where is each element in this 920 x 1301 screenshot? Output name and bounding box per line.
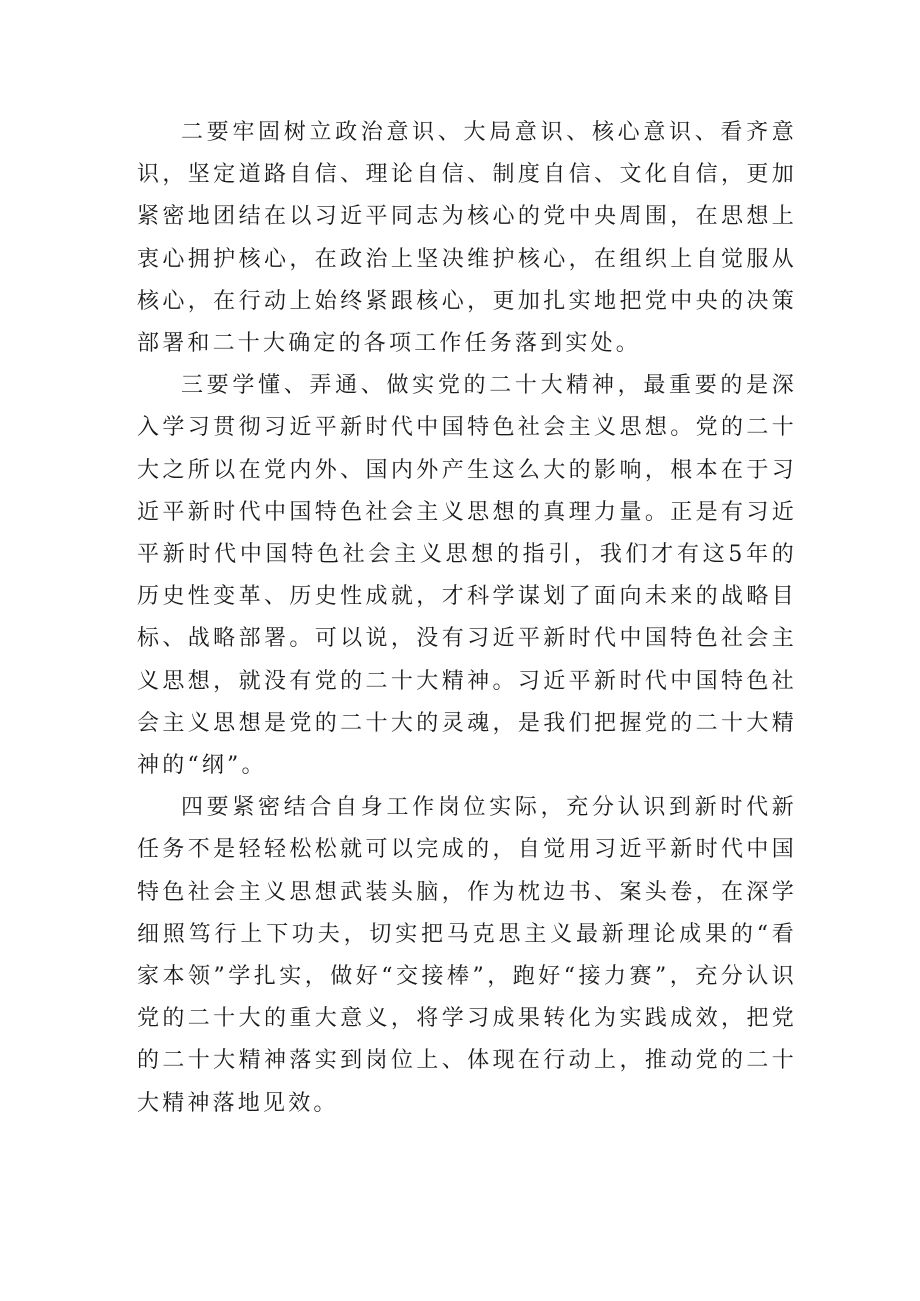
document-body xyxy=(137,112,797,1125)
paragraph-2: 二要牢固树立政治意识、大局意识、核心意识、看齐意识，坚定道路自信、理论自信、制度自信、文化自信，更加紧密地团结在以习近平同志为核心的党中央周围，在思想上衷心拥护核心，在政治上坚决维护核心，在组织上自觉服从核心，在行动上始终紧跟核心，更加扎实地把党中央的决策部署和二十大确定的各项工作任务落到实处。 xyxy=(137,120,797,357)
paragraph-4: 四要紧密结合自身工作岗位实际，充分认识到新时代新任务不是轻轻松松就可以完成的，自觉用习近平新时代中国特色社会主义思想武装头脑，作为枕边书、案头卷，在深学细照笃行上下功夫，切实把马克思主义最新理论成果的“看家本领”学扎实，做好“交接棒”，跑好“接力赛”，充分认识党的二十大的重大意义，将学习成果转化为实践成效，把党的二十大精神落实到岗位上、体现在行动上，推动党的二十大精神落地见效。 xyxy=(137,795,797,1116)
paragraph-3: 三要学懂、弄通、做实党的二十大精神，最重要的是深入学习贯彻习近平新时代中国特色社会主义思想。党的二十大之所以在党内外、国内外产生这么大的影响，根本在于习近平新时代中国特色社会主义思想的真理力量。正是有习近平新时代中国特色社会主义思想的指引，我们才有这5年的历史性变革、历史性成就，才科学谋划了面向未来的战略目标、战略部署。可以说，没有习近平新时代中国特色社会主义思想，就没有党的二十大精神。习近平新时代中国特色社会主义思想是党的二十大的灵魂，是我们把握党的二十大精神的“纲”。 xyxy=(137,373,797,779)
